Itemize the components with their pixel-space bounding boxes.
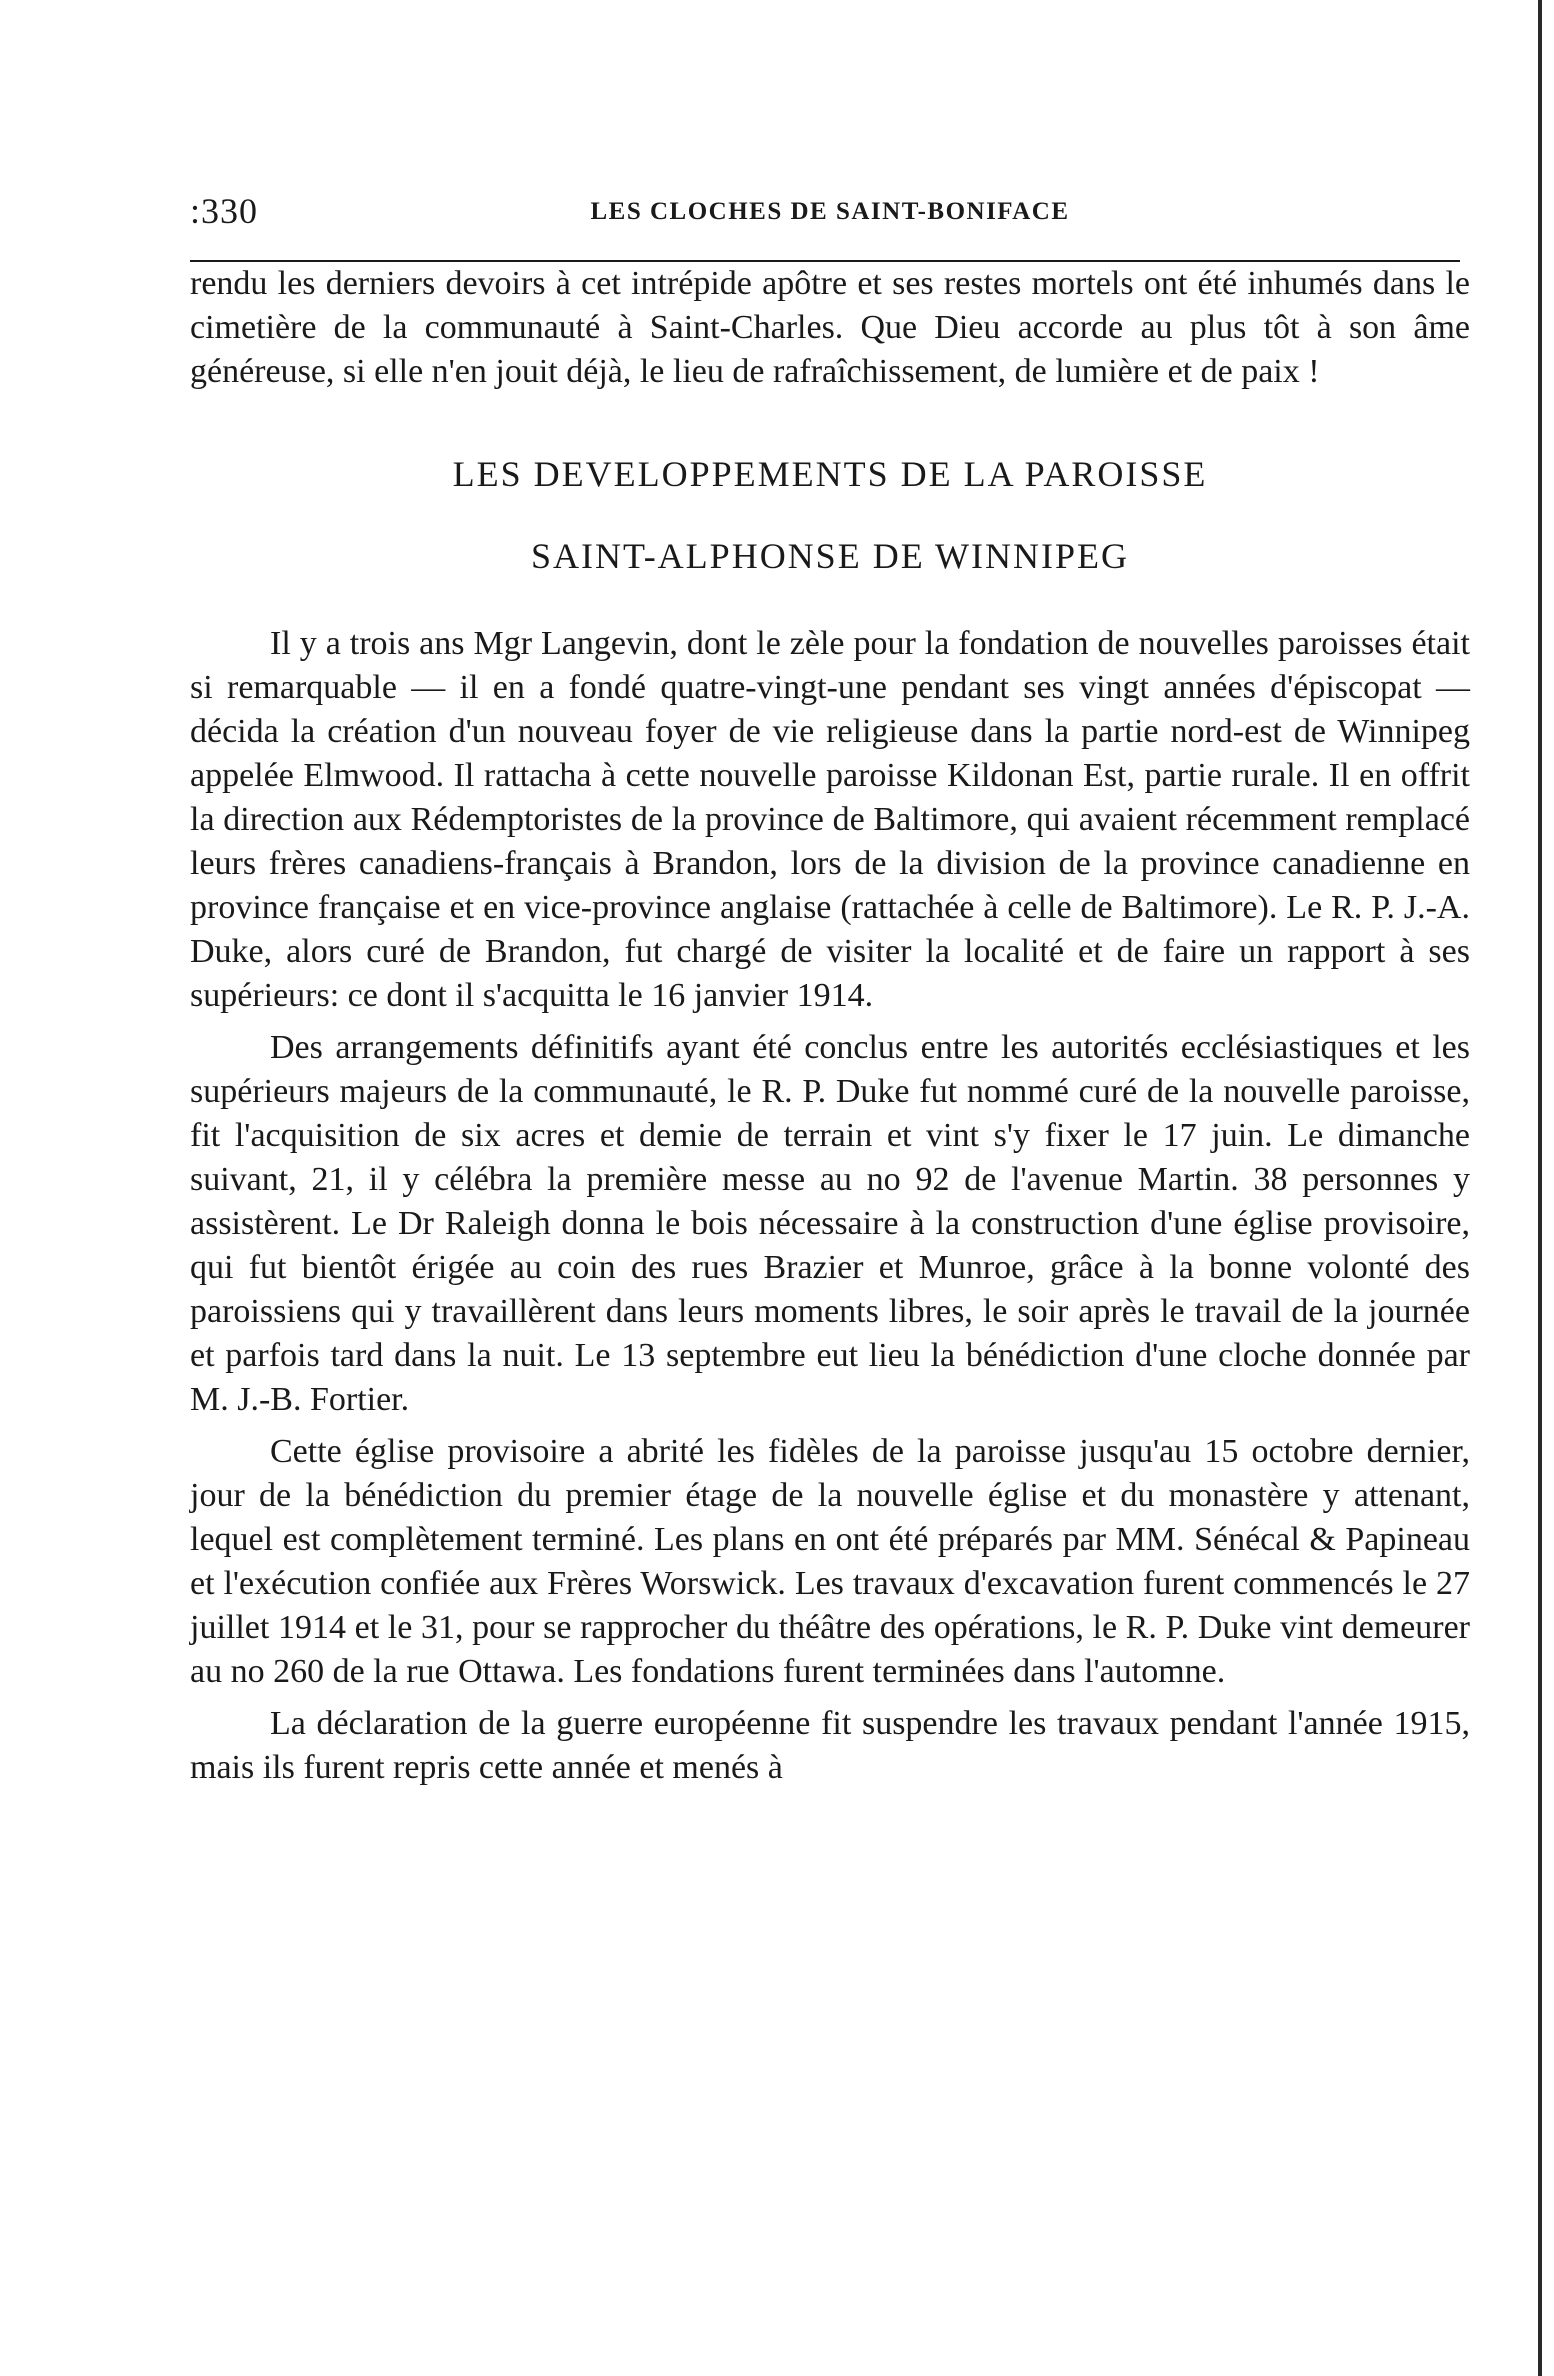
body-paragraph: La déclaration de la guerre européenne fit suspendre les travaux pendant l'année 1915, mais ils furent repris cette année et menés à	[190, 1705, 1470, 1786]
body-paragraph: Il y a trois ans Mgr Langevin, dont le zèle pour la fondation de nouvelles paroisses était si remarquable — il en a fondé quatre-vingt-une pendant ses vingt années d'épiscopat — décida la création d'un nouveau foyer de vie religieuse dans la partie nord-est de Winnipeg appelée Elmwood. Il rattacha à cette nouvelle paroisse Kildonan Est, partie rurale. Il en offrit la direction aux Rédemptoristes de la province de Baltimore, qui avaient récemment remplacé leurs frères canadiens-français à Brandon, lors de la division de la province canadienne en province française et en vice-province anglaise (rattachée à celle de Baltimore). Le R. P. J.-A. Duke, alors curé de Brandon, fut chargé de visiter la localité et de faire un rapport à ses supérieurs: ce dont il s'acquitta le 16 janvier 1914.	[190, 625, 1470, 1014]
running-title: LES CLOCHES DE SAINT-BONIFACE	[590, 198, 1070, 225]
body-paragraph: Des arrangements définitifs ayant été conclus entre les autorités ecclésiastiques et les supérieurs majeurs de la communauté, le R. P. Duke fut nommé curé de la nouvelle paroisse, fit l'acquisition de six acres et demie de terrain et vint s'y fixer le 17 juin. Le dimanche suivant, 21, il y célébra la première messe au no 92 de l'avenue Martin. 38 personnes y assistèrent. Le Dr Raleigh donna le bois nécessaire à la construction d'une église provisoire, qui fut bientôt érigée au coin des rues Brazier et Munroe, grâce à la bonne volonté des paroissiens qui y travaillèrent dans leurs moments libres, le soir après le travail de la journée et parfois tard dans la nuit. Le 13 septembre eut lieu la bénédiction d'une cloche donnée par M. J.-B. Fortier.	[190, 1029, 1470, 1418]
scan-border	[1538, 0, 1542, 2376]
page-number: :330	[190, 191, 259, 231]
intro-paragraph: rendu les derniers devoirs à cet intrépide apôtre et ses restes mortels ont été inhumés dans le cimetière de la communauté à Saint-Charles. Que Dieu accorde au plus tôt à son âme généreuse, si elle n'en jouit déjà, le lieu de rafraîchissement, de lumière et de paix !	[190, 265, 1470, 390]
page-body	[190, 262, 1470, 1790]
running-head	[190, 190, 1470, 236]
body-paragraph: Cette église provisoire a abrité les fidèles de la paroisse jusqu'au 15 octobre dernier, jour de la bénédiction du premier étage de la nouvelle église et du monastère y attenant, lequel est complètement terminé. Les plans en ont été préparés par MM. Sénécal & Papineau et l'exécution confiée aux Frères Worswick. Les travaux d'excavation furent commencés le 27 juillet 1914 et le 31, pour se rapprocher du théâtre des opérations, le R. P. Duke vint demeurer au no 260 de la rue Ottawa. Les fondations furent terminées dans l'automne.	[190, 1433, 1470, 1690]
article-title-line-2: SAINT-ALPHONSE DE WINNIPEG	[531, 536, 1129, 576]
article-title-line-1: LES DEVELOPPEMENTS DE LA PAROISSE	[452, 454, 1208, 494]
book-page	[190, 190, 1470, 1790]
